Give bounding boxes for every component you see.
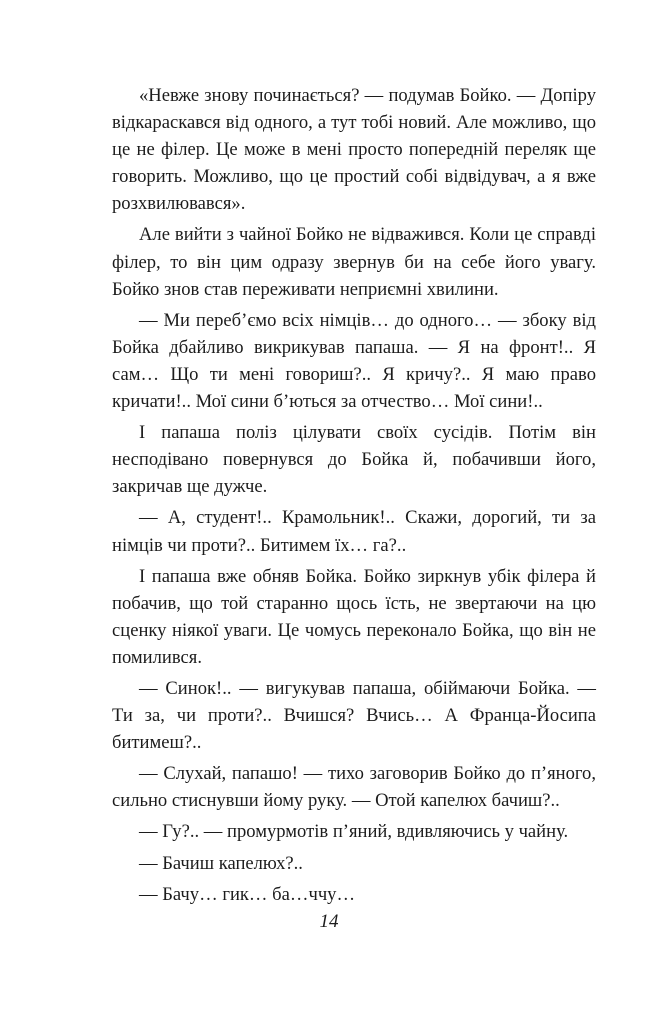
- paragraph-2: Але вийти з чайної Бойко не відважився. Коли це справді філер, то він цим одразу звернув би на себе його увагу. Бойко знов став переживати неприємні хвилини.: [112, 224, 596, 300]
- paragraph-7: — Синок!.. — вигукував папаша, обіймаючи Бойка. — Ти за, чи проти?.. Вчишся? Вчись… А Франца-Йосипа битимеш?..: [112, 677, 596, 754]
- paragraph-11: — Бачу… гик… ба…ччу…: [139, 883, 356, 905]
- paragraph-4: І папаша поліз цілувати своїх сусідів. Потім він несподівано повернувся до Бойка й, побачивши його, закричав ще дужче.: [112, 422, 596, 498]
- paragraph-5: — А, студент!.. Крамольник!.. Скажи, дорогий, ти за німців чи проти?.. Битимем їх… га?..: [112, 507, 596, 556]
- paragraph-6: І папаша вже обняв Бойка. Бойко зиркнув убік філера й побачив, що той старанно щось їсть, не звертаючи на цю сценку ніякої уваги. Це чомусь переконало Бойка, що він не помилився.: [112, 565, 596, 668]
- paragraph-1: «Невже знову починається? — подумав Бойко. — Допіру відкараскався від одного, а тут тобі новий. Але можливо, що це не філер. Це може в мені просто попередній переляк ще говорить. Можливо, що це простий собі відвідувач, а я вже розхвилювався».: [112, 85, 596, 215]
- paragraph-9: — Гу?.. — промурмотів п’яний, вдивляючись у чайну.: [139, 821, 569, 843]
- page-number: 14: [319, 911, 339, 932]
- page-text: [112, 82, 596, 912]
- paragraph-3: — Ми переб’ємо всіх німців… до одного… — збоку від Бойка дбайливо викрикував папаша. — Я на фронт!.. Я сам… Що ти мені говориш?.. Я кричу?.. Я маю право кричати!.. Мої сини б’ються за отчество… Мої сини!..: [112, 309, 596, 413]
- paragraph-8: — Слухай, папашо! — тихо заговорив Бойко до п’яного, сильно стиснувши йому руку. — Отой капелюх бачиш?..: [112, 763, 596, 812]
- paragraph-10: — Бачиш капелюх?..: [139, 852, 303, 874]
